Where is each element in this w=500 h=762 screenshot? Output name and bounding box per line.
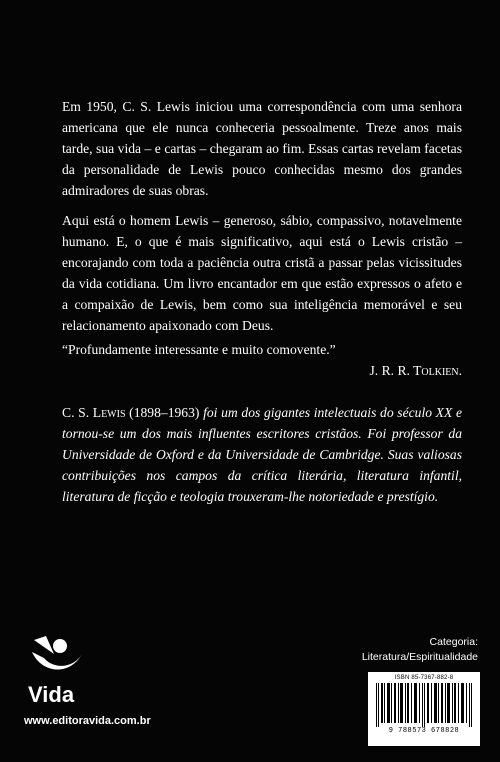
- logo-wordmark: Vida: [28, 682, 75, 707]
- author-dates: (1898–1963): [125, 405, 204, 420]
- category-label: Categoria:: [429, 636, 478, 648]
- author-bio-text: foi um dos gigantes intelectuais do século XX e tornou-se um dos mais influentes escritores cristãos. Foi professor da Universidade de Oxford e da Universidade de Cambridge. Suas valiosas contribuições nos campos da crítica literária, literatura infantil, literatura de ficção e teologia trouxeram-lhe notoriedade e prestígio.: [62, 405, 462, 504]
- synopsis-text-1: Em 1950, C. S. Lewis iniciou uma correspondência com uma senhora americana que ele nunca conheceria pessoalmente. Treze anos mais tarde, sua vida – e cartas – chegaram ao fim. Essas cartas revelam facetas da personalidade de Lewis pouco conhecidas mesmo dos grandes admiradores de suas obras.: [62, 99, 462, 198]
- synopsis-paragraph-1: [62, 96, 462, 201]
- synopsis-text-2: Aqui está o homem Lewis – generoso, sábio, compassivo, notavelmente humano. E, o que é mais significativo, aqui está o Lewis cristão – encorajando com toda a paciência outra cristã a passar pelas vicissitudes da vida cotidiana. Um livro encantador em que estão expressos o afeto e a compaixão de Lewis, bem como sua inteligência memorável e seu relacionamento apaixonado com Deus.: [62, 213, 462, 333]
- author-bio: [62, 402, 462, 507]
- vida-logo-icon: [24, 628, 94, 708]
- isbn-label: ISBN 85-7367-882-8: [394, 675, 454, 681]
- category-value: Literatura/Espiritualidade: [361, 651, 478, 663]
- barcode-bars-icon: [374, 683, 474, 727]
- quote-attribution: [62, 360, 462, 381]
- isbn-barcode: [368, 672, 480, 746]
- category-info: [362, 635, 478, 665]
- synopsis-paragraph-2: [62, 210, 462, 336]
- review-quote: [62, 339, 462, 360]
- publisher-url: www.editoravida.com.br: [24, 715, 151, 727]
- author-name: C. S. Lewis: [62, 405, 126, 420]
- quote-author: J. R. R. Tolkien.: [369, 363, 462, 378]
- barcode-number: 9 788573 678828: [388, 727, 460, 735]
- quote-text: “Profundamente interessante e muito comovente.”: [62, 342, 336, 357]
